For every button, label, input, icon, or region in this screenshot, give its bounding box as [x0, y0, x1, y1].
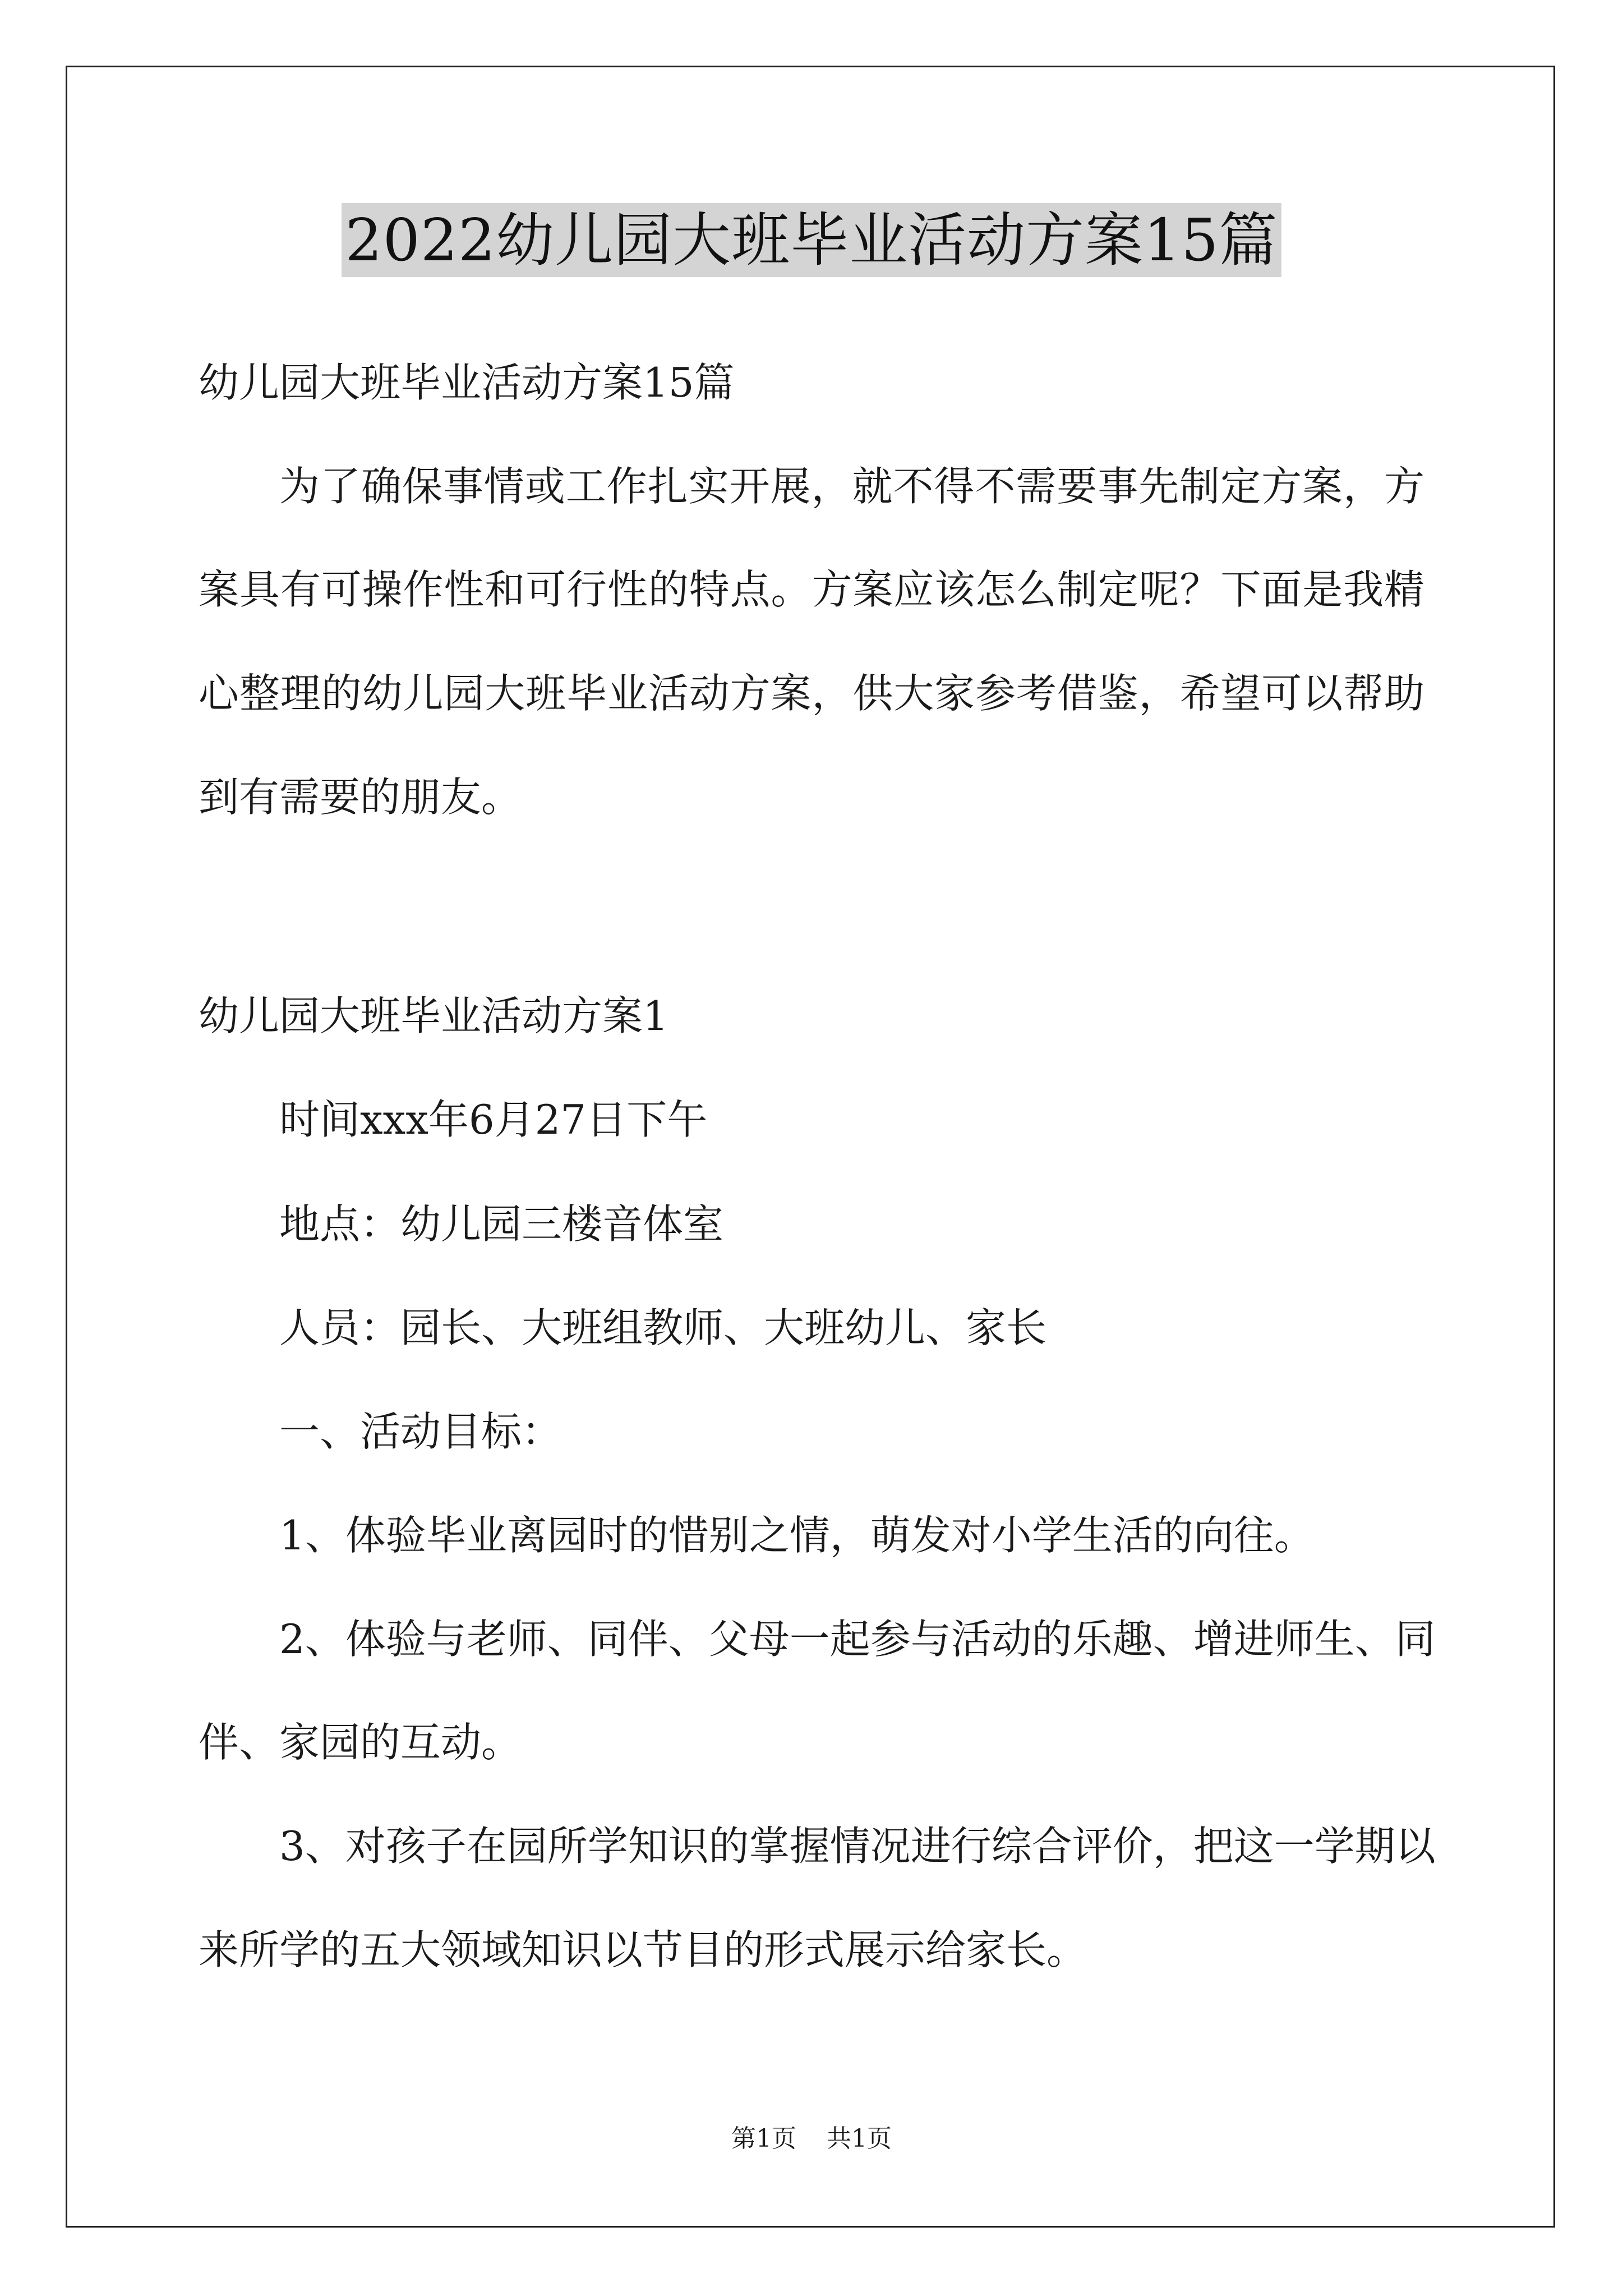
intro-line-3: 心整理的幼儿园大班毕业活动方案，供大家参考借鉴，希望可以帮助 — [199, 670, 1424, 717]
place-line: 地点：幼儿园三楼音体室 — [279, 1200, 724, 1248]
document-title: 2022幼儿园大班毕业活动方案15篇 — [342, 203, 1281, 277]
goal-2-line-2: 伴、家园的互动。 — [199, 1719, 522, 1766]
people-line: 人员：园长、大班组教师、大班幼儿、家长 — [279, 1304, 1047, 1351]
page-number: 第1页 — [731, 2124, 796, 2153]
intro-line-4: 到有需要的朋友。 — [199, 774, 522, 821]
goals-heading: 一、活动目标： — [279, 1408, 562, 1455]
goal-3-line-2: 来所学的五大领域知识以节目的形式展示给家长。 — [199, 1926, 1087, 1973]
subtitle: 幼儿园大班毕业活动方案15篇 — [199, 359, 735, 406]
page-footer — [0, 2123, 1623, 2155]
intro-line-2: 案具有可操作性和可行性的特点。方案应该怎么制定呢？下面是我精 — [199, 566, 1424, 613]
page-total: 共1页 — [827, 2124, 892, 2153]
goal-2-line-1: 2、体验与老师、同伴、父母一起参与活动的乐趣、增进师生、同 — [279, 1616, 1436, 1663]
goal-1: 1、体验毕业离园时的惜别之情，萌发对小学生活的向往。 — [279, 1512, 1315, 1559]
goal-3-line-1: 3、对孩子在园所学知识的掌握情况进行综合评价，把这一学期以 — [279, 1823, 1436, 1870]
time-line: 时间xxx年6月27日下午 — [279, 1096, 708, 1143]
title-block — [0, 203, 1623, 277]
section-heading: 幼儿园大班毕业活动方案1 — [199, 992, 668, 1039]
intro-line-1: 为了确保事情或工作扎实开展，就不得不需要事先制定方案，方 — [279, 463, 1424, 510]
